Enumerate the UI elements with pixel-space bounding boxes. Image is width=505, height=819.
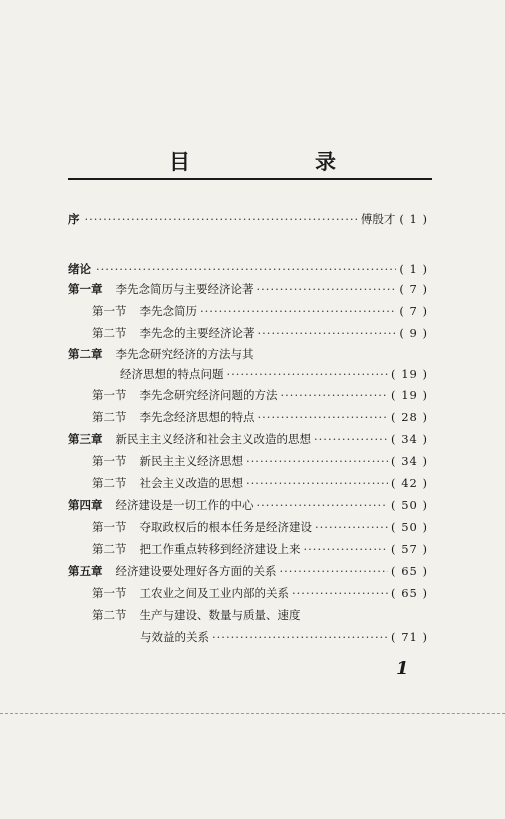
- toc-entry-title: 社会主义改造的思想: [139, 476, 243, 490]
- toc-entry-label: 第二节: [92, 608, 127, 622]
- toc-page-number: ( 28 ): [391, 410, 428, 424]
- toc-entry-chapter-2: [68, 347, 428, 361]
- toc-entry-section-3-1: [92, 454, 428, 468]
- toc-entry-title: 李先念的主要经济论著: [139, 326, 255, 340]
- toc-entry-label: 第四章: [68, 498, 103, 512]
- toc-entry-chapter-2-continued: [120, 367, 428, 381]
- toc-entry-label: 第五章: [68, 564, 103, 578]
- toc-entry-title: 夺取政权后的根本任务是经济建设: [139, 520, 312, 534]
- toc-entry-title: 李先念研究经济问题的方法: [139, 388, 278, 402]
- dot-leader: [227, 367, 389, 381]
- toc-page-number: ( 9 ): [399, 326, 428, 340]
- toc-entry-label: 第二节: [92, 476, 127, 490]
- toc-page-number: ( 71 ): [391, 630, 428, 644]
- toc-page-number: ( 7 ): [399, 304, 428, 318]
- page-title: 目 录: [169, 149, 388, 174]
- toc-entry-title: 把工作重点转移到经济建设上来: [139, 542, 301, 556]
- toc-entry-preface: [68, 212, 428, 226]
- toc-entry-title: 李先念经济思想的特点: [139, 410, 255, 424]
- title-underline: [68, 178, 432, 180]
- toc-entry-title: 与效益的关系: [140, 630, 209, 644]
- dot-leader: [96, 262, 396, 276]
- toc-entry-chapter-3: [68, 432, 428, 446]
- dot-leader: [257, 498, 389, 512]
- toc-entry-label: 第二节: [92, 542, 127, 556]
- dot-leader: [200, 304, 396, 318]
- toc-page-number: ( 34 ): [391, 432, 428, 446]
- toc-page-number: ( 65 ): [391, 586, 428, 600]
- toc-entry-label: 第三章: [68, 432, 103, 446]
- dot-leader: [292, 586, 388, 600]
- toc-entry-label: 第一节: [92, 454, 127, 468]
- toc-entry-title: 新民主主义经济思想: [139, 454, 243, 468]
- toc-entry-label: 序: [68, 212, 80, 226]
- toc-page-number: ( 50 ): [391, 520, 428, 534]
- toc-entry-title: 经济建设是一切工作的中心: [115, 498, 254, 512]
- toc-entry-section-5-1: [92, 586, 428, 600]
- dot-leader: [258, 326, 397, 340]
- toc-entry-label: 第一节: [92, 520, 127, 534]
- dot-leader: [314, 432, 388, 446]
- toc-entry-label: 第二节: [92, 410, 127, 424]
- dot-leader: [280, 564, 389, 578]
- dot-leader: [315, 520, 388, 534]
- toc-entry-title: 经济思想的特点问题: [120, 367, 224, 381]
- toc-entry-title: 工农业之间及工业内部的关系: [139, 586, 289, 600]
- dot-leader: [246, 454, 388, 468]
- dot-leader: [212, 630, 388, 644]
- toc-entry-introduction: [68, 262, 428, 276]
- toc-entry-label: 第二节: [92, 326, 127, 340]
- toc-entry-section-4-2: [92, 542, 428, 556]
- toc-entry-section-4-1: [92, 520, 428, 534]
- dot-leader: [281, 388, 389, 402]
- toc-entry-label: 第一节: [92, 586, 127, 600]
- dot-leader: [85, 212, 358, 226]
- toc-entry-section-5-2: [92, 608, 428, 622]
- page-edge-line: [0, 713, 505, 714]
- toc-entry-section-1-1: [92, 304, 428, 318]
- toc-page-number: ( 42 ): [391, 476, 428, 490]
- dot-leader: [257, 282, 397, 296]
- toc-entry-title: 生产与建设、数量与质量、速度: [139, 608, 301, 622]
- toc-entry-title: 经济建设要处理好各方面的关系: [115, 564, 277, 578]
- toc-entry-chapter-4: [68, 498, 428, 512]
- toc-entry-section-3-2: [92, 476, 428, 490]
- toc-entry-chapter-1: [68, 282, 428, 296]
- dot-leader: [246, 476, 388, 490]
- toc-entry-label: 第一节: [92, 388, 127, 402]
- toc-page-number: ( 1 ): [399, 212, 428, 226]
- toc-entry-label: 第二章: [68, 347, 103, 361]
- toc-entry-title: 李先念研究经济的方法与其: [115, 347, 254, 361]
- dot-leader: [304, 542, 389, 556]
- toc-entry-section-2-1: [92, 388, 428, 402]
- toc-page-number: ( 19 ): [391, 367, 428, 381]
- toc-entry-title: 李先念简历与主要经济论著: [115, 282, 254, 296]
- toc-entry-section-2-2: [92, 410, 428, 424]
- toc-entry-chapter-5: [68, 564, 428, 578]
- toc-entry-section-5-2-continued: [140, 630, 428, 644]
- dot-leader: [258, 410, 389, 424]
- toc-entry-title: 新民主主义经济和社会主义改造的思想: [115, 432, 311, 446]
- page-number: 1: [396, 658, 409, 679]
- toc-entry-label: 绪论: [68, 262, 91, 276]
- toc-entry-title: 李先念简历: [139, 304, 197, 318]
- toc-page-number: ( 65 ): [391, 564, 428, 578]
- toc-entry-label: 第一章: [68, 282, 103, 296]
- toc-page-number: ( 19 ): [391, 388, 428, 402]
- toc-page-number: ( 1 ): [399, 262, 428, 276]
- toc-page-number: ( 50 ): [391, 498, 428, 512]
- toc-page-number: ( 7 ): [399, 282, 428, 296]
- toc-page-number: ( 34 ): [391, 454, 428, 468]
- toc-entry-section-1-2: [92, 326, 428, 340]
- toc-page-number: ( 57 ): [391, 542, 428, 556]
- toc-entry-author: 傅殷才: [360, 212, 396, 226]
- toc-entry-label: 第一节: [92, 304, 127, 318]
